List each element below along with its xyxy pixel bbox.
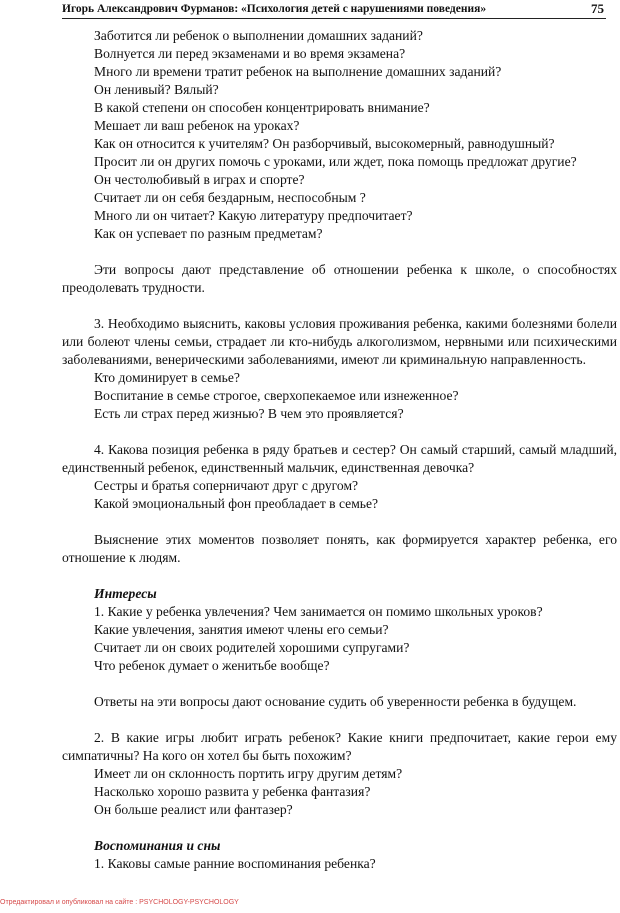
section-heading-memories: Воспоминания и сны — [94, 838, 221, 853]
question-line: Кто доминирует в семье? — [94, 370, 240, 385]
paragraph-line: 3. Необходимо выяснить, каковы условия проживания ребенка, какими болезнями болели — [94, 316, 617, 331]
paragraph-line: Выяснение этих моментов позволяет понять, как формируется характер ребенка, его — [94, 532, 617, 547]
question-line: Он честолюбивый в играх и спорте? — [94, 172, 305, 187]
question-line: Много ли времени тратит ребенок на выполнение домашних заданий? — [94, 64, 502, 79]
book-title: Игорь Александрович Фурманов: «Психология детей с нарушениями поведения» — [62, 3, 487, 15]
question-line: Как он успевает по разным предметам? — [94, 226, 323, 241]
question-line: Он больше реалист или фантазер? — [94, 802, 293, 817]
paragraph-line: преодолевать трудности. — [62, 280, 205, 295]
page-header — [0, 0, 620, 20]
question-line: Сестры и братья соперничают друг с другом? — [94, 478, 359, 493]
paragraph-line: заболеваниями, венерическими заболеваниями, имеют ли криминальную направленность. — [62, 352, 586, 367]
footer-watermark: Отредактировал и опубликовал на сайте : PSYCHOLOGY-PSYCHOLOGY — [0, 899, 239, 906]
question-line: Много ли он читает? Какую литературу предпочитает? — [94, 208, 413, 223]
paragraph-line: 2. В какие игры любит играть ребенок? Какие книги предпочитает, какие герои ему — [94, 730, 617, 745]
paragraph-line: симпатичны? На кого он хотел бы быть похожим? — [62, 748, 352, 763]
paragraph-line: отношение к людям. — [62, 550, 181, 565]
question-line: Имеет ли он склонность портить игру другим детям? — [94, 766, 403, 781]
page-number: 75 — [591, 1, 604, 16]
question-line: 1. Каковы самые ранние воспоминания ребенка? — [94, 856, 376, 871]
paragraph-line: Ответы на эти вопросы дают основание судить об уверенности ребенка в будущем. — [94, 694, 577, 709]
question-line: Считает ли он своих родителей хорошими супругами? — [94, 640, 410, 655]
paragraph-line: единственный ребенок, единственный мальчик, единственная девочка? — [62, 460, 475, 475]
question-line: Заботится ли ребенок о выполнении домашних заданий? — [94, 28, 423, 43]
question-line: Мешает ли ваш ребенок на уроках? — [94, 118, 300, 133]
question-line: Он ленивый? Вялый? — [94, 82, 219, 97]
paragraph-line: 4. Какова позиция ребенка в ряду братьев и сестер? Он самый старший, самый младший, — [94, 442, 617, 457]
section-heading-interests: Интересы — [94, 586, 157, 601]
question-line: Как он относится к учителям? Он разборчивый, высокомерный, равнодушный? — [94, 136, 555, 151]
question-line: В какой степени он способен концентрировать внимание? — [94, 100, 430, 115]
question-line: Какие увлечения, занятия имеют члены его семьи? — [94, 622, 389, 637]
paragraph-line: Эти вопросы дают представление об отношении ребенка к школе, о способностях — [94, 262, 617, 277]
question-line: Насколько хорошо развита у ребенка фантазия? — [94, 784, 371, 799]
question-line: 1. Какие у ребенка увлечения? Чем занимается он помимо школьных уроков? — [94, 604, 543, 619]
question-line: Воспитание в семье строгое, сверхопекаемое или изнеженное? — [94, 388, 459, 403]
question-line: Что ребенок думает о женитьбе вообще? — [94, 658, 330, 673]
question-line: Волнуется ли перед экзаменами и во время экзамена? — [94, 46, 406, 61]
question-line: Просит ли он других помочь с уроками, или ждет, пока помощь предложат другие? — [94, 154, 577, 169]
paragraph-line: или болеют члены семьи, страдает ли кто-нибудь алкоголизмом, нервными или психическими — [62, 334, 617, 349]
header-divider — [62, 18, 606, 19]
question-line: Какой эмоциональный фон преобладает в семье? — [94, 496, 379, 511]
question-line: Есть ли страх перед жизнью? В чем это проявляется? — [94, 406, 404, 421]
question-line: Считает ли он себя бездарным, неспособным ? — [94, 190, 366, 205]
